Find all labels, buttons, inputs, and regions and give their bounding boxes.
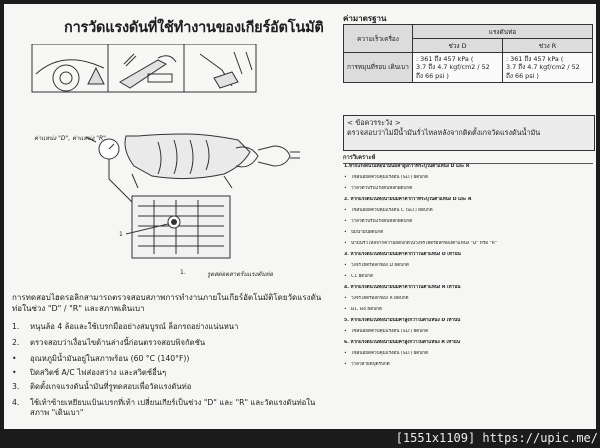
bullet-marker: •: [344, 351, 347, 356]
idle-condition-cell: การหมุนที่รอบ เดินเบา: [344, 53, 413, 83]
figure-caption: รูตสต่อตสาตร์นแรงดันท่อ: [207, 271, 274, 278]
analysis-cause: [343, 329, 595, 340]
analysis-cause: [343, 175, 595, 186]
wheel-chock-drawing: [32, 44, 108, 92]
bracket-text: (: [560, 54, 564, 63]
value-line: ถึง 66 psi ): [416, 71, 449, 80]
bullet-marker: •: [344, 230, 347, 235]
parking-brake-drawing: [108, 44, 184, 92]
bullet-marker: •: [344, 175, 347, 180]
step-text: ติดตั้งเกจแรงดันน้ำมันที่รูทดสอบเพื่อวัดแรงดันท่อ: [30, 382, 192, 391]
step-marker: 1.: [12, 322, 20, 331]
step-text: อุณหภูมิน้ำมันอยู่ในสภาพร้อน (60 °C (140°F)): [30, 354, 190, 363]
caution-title: < ข้อควรระวัง >: [347, 118, 401, 127]
step-text: หนุนล้อ 4 ล้อและใช้เบรกมืออย่างสมบูรณ์ ล็อกรถอย่างแน่นหนา: [30, 322, 239, 331]
analysis-condition: [343, 285, 595, 296]
caution-box: [343, 115, 595, 151]
procedure-steps: [12, 322, 334, 424]
analysis-cause: [343, 208, 595, 219]
manual-page: [4, 4, 596, 429]
analysis-text: C1 ผิดปกติ: [351, 274, 373, 279]
bullet-marker: •: [12, 354, 17, 363]
transmission-drawing: [125, 134, 300, 188]
analysis-cause: [343, 186, 595, 197]
analysis-cause: [343, 241, 595, 252]
table-row: [344, 53, 593, 83]
intro-paragraph: การทดสอบไฮดรอลิกสามารถตรวจสอบสภาพการทำงานภายในเกียร์อัตโนมัติโดยวัดแรงดันท่อในช่วง "D" / "R" และสภาพเดินเบา: [12, 293, 322, 313]
position-d-r-label: ค่าแหน่ง "D", ค่าแหน่ง "R": [34, 135, 106, 142]
line-pressure-header: แรงดันท่อ: [413, 25, 593, 39]
analysis-text: 3. หากแรงดันในท่อน้ำมันมีค่าต่ำกว่าในตำแหน่ง D เท่านั้น: [344, 252, 461, 257]
test-port-detail-drawing: [126, 196, 230, 258]
table-row: [344, 25, 593, 39]
procedure-step: [12, 398, 334, 418]
step-text: ตรวจสอบว่าเงื่อนไขด้านล่างนี้ก่อนตรวจสอบพิจกัดชัน: [30, 338, 206, 347]
analysis-cause: [343, 230, 595, 241]
image-size-watermark: [1551x1109] https://upic.me/: [395, 431, 598, 445]
analysis-cause: [343, 362, 595, 373]
range-r-header: ช่วง R: [503, 39, 593, 53]
analysis-text: วาล์วตัวปรับแรงดันหลักผิดปกติ: [351, 186, 413, 191]
left-column: [4, 4, 334, 429]
value-line: ถึง 66 psi ): [506, 71, 539, 80]
analysis-text: 6. หากแรงดันในท่อน้ำมันมีค่าสูงกว่าในตำแหน่ง R เท่านั้น: [344, 340, 460, 345]
analysis-condition: [343, 340, 595, 351]
analysis-cause: [343, 263, 595, 274]
value-line: 3.7 ถึง 4.7 kgf/cm2 / 52: [416, 63, 490, 71]
procedure-substep: [12, 354, 334, 364]
range-d-header: ช่วง D: [413, 39, 503, 53]
value-text: : 361 ถึง 457 kPa: [506, 54, 559, 63]
value-line: [416, 55, 499, 64]
analysis-condition: [343, 252, 595, 263]
bullet-marker: •: [12, 368, 17, 377]
analysis-text: วงจรไฮดรอลิกของ R ผิดปกติ: [351, 296, 409, 301]
range-r-value: [503, 53, 593, 83]
analysis-list: [343, 164, 595, 373]
analysis-condition: [343, 197, 595, 208]
bullet-marker: •: [344, 329, 347, 334]
procedure-step: [12, 382, 334, 392]
caption-number: 1.: [180, 269, 186, 276]
bullet-marker: •: [344, 274, 347, 279]
analysis-text: น้ำมันรั่วไหลจากความผิดปกติในวงจรไฮดรอลิกของตำแหน่ง "D" หรือ "R": [351, 241, 497, 246]
standard-value-heading: ค่ามาตรฐาน: [343, 14, 387, 23]
bullet-marker: •: [344, 241, 347, 246]
bullet-marker: •: [344, 362, 347, 367]
bracket-text: (: [470, 54, 474, 63]
caution-text: ตรวจสอบว่าไม่มีน้ำมันรั่วไหลหลังจากติดตั้งเกจวัดแรงดันน้ำมัน: [347, 128, 541, 137]
bullet-marker: •: [344, 208, 347, 213]
analysis-text: 4. หากแรงดันในท่อน้ำมันมีค่าต่ำกว่าในตำแหน่ง R เท่านั้น: [344, 285, 461, 290]
page-title: การวัดแรงดันที่ใช้ทำงานของเกียร์อัตโนมัติ: [64, 20, 324, 36]
step-text: ใช้เท้าซ้ายเหยียบแป้นเบรกที่เท้า เปลี่ยนเกียร์เป็นช่วง "D" และ "R" และวัดแรงดันท่อในสภาพ "เดินเบา": [30, 398, 316, 417]
range-d-value: [413, 53, 503, 83]
spec-table: [343, 24, 593, 83]
bullet-marker: •: [344, 296, 347, 301]
analysis-condition: [343, 318, 595, 329]
bullet-marker: •: [344, 186, 347, 191]
analysis-text: วาล์วสายดีบุตรีปกติ: [351, 362, 390, 367]
brake-pedal-drawing: [184, 44, 256, 92]
right-column: [339, 4, 596, 429]
analysis-text: B1, B4 ผิดปกติ: [351, 307, 382, 312]
analysis-cause: [343, 219, 595, 230]
analysis-text: โซลินอยด์ควบคุมแรงดัน (SLT) ผิดปกติ: [351, 329, 428, 334]
line-pressure-test-drawing: [8, 44, 326, 282]
analysis-text: 1.หากแรงดันในท่อน้ำมันมีค่าสูงกว่าที่ระบุในตำแหน่ง D และ R: [344, 164, 470, 169]
procedure-substep: [12, 368, 334, 378]
analysis-text: วาล์วตัวปรับแรงดันหลักผิดปกติ: [351, 219, 413, 224]
bullet-marker: •: [344, 219, 347, 224]
engine-speed-header: ความเร็วเครื่อง: [344, 25, 413, 53]
bullet-marker: •: [344, 307, 347, 312]
analysis-text: โซลินอยด์ควบคุมแรงดัน C (SLT) ผิดปกติ: [351, 208, 433, 213]
value-text: : 361 ถึง 457 kPa: [416, 54, 469, 63]
step-marker: 3.: [12, 382, 20, 391]
callout-number: 1: [119, 231, 123, 238]
analysis-text: โซลินอยด์ควบคุมแรงดัน (SLT) ผิดปกติ: [351, 351, 428, 356]
analysis-text: 2. หากแรงดันในท่อน้ำมันมีค่าต่ำกว่าที่ระบุในตำแหน่ง D และ R: [344, 197, 472, 202]
analysis-text: โซลินอยด์ควบคุมแรงดัน (SLT) ผิดปกติ: [351, 175, 428, 180]
bullet-marker: •: [344, 263, 347, 268]
analysis-heading: การวิเคราะห์: [343, 152, 593, 164]
analysis-cause: [343, 296, 595, 307]
analysis-text: ปั๊มน้ำมันผิดปกติ: [351, 230, 384, 235]
value-line: 3.7 ถึง 4.7 kgf/cm2 / 52: [506, 63, 580, 71]
value-line: [506, 55, 589, 64]
analysis-cause: [343, 351, 595, 362]
step-text: ปิดสวิตช์ A/C ไฟส่องสว่าง และสวิตช์อื่นๆ: [30, 368, 167, 377]
analysis-condition: [343, 164, 595, 175]
procedure-step: [12, 322, 334, 332]
analysis-cause: [343, 274, 595, 285]
procedure-step: [12, 338, 334, 348]
step-marker: 2.: [12, 338, 20, 347]
procedure-illustration: [8, 44, 326, 282]
step-marker: 4.: [12, 398, 20, 407]
analysis-cause: [343, 307, 595, 318]
analysis-text: 5. หากแรงดันในท่อน้ำมันมีค่าสูงกว่าในตำแหน่ง D เท่านั้น: [344, 318, 461, 323]
analysis-text: วงจรไฮดรอลิกของ D ผิดปกติ: [351, 263, 409, 268]
